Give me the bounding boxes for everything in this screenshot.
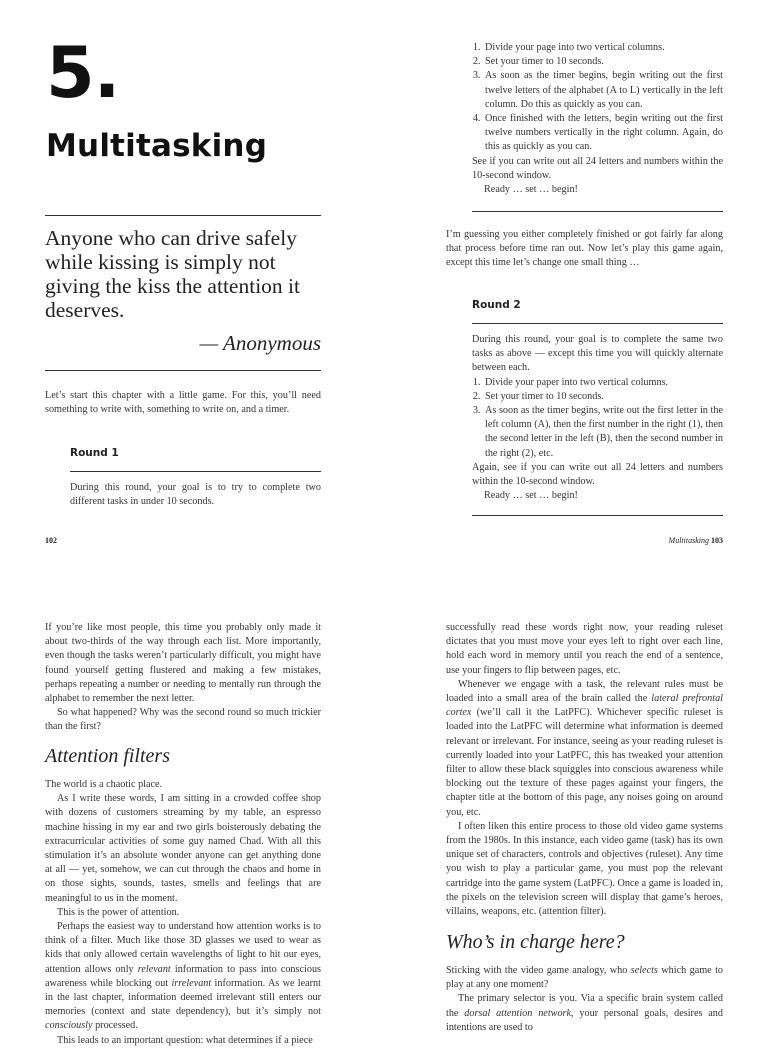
emphasis: lateral prefrontal cortex [446,693,723,719]
round1-step: 2. Set your timer to 10 seconds. [483,55,723,69]
round1-heading: Round 1 [70,447,119,459]
round2-ready: Ready … set … begin! [484,490,578,502]
round1-step: 1. Divide your page into two vertical columns. [483,41,723,55]
paragraph: This leads to an important question: what determines if a piece [57,1034,313,1046]
round1-description: During this round, your goal is to try to complete two different tasks in under 10 seconds. [70,482,321,508]
text-run: Whenever we engage with a task, the relevant rules must be loaded into a small area of the brain called the [446,678,723,705]
chapter-title: Multitasking [46,128,268,164]
round1-step: 4. Once finished with the letters, begin writing out the first twelve numbers vertically in the right column. Again, do this as quickly as you can. [483,112,723,155]
round1-steps-list [472,41,723,155]
paragraph: successfully read these words right now, your reading ruleset dictates that you must move your eyes left to right over each line, hold each word in memory until you reach the end of a sentence, use your fingers to flip between pages, etc. [446,622,723,676]
transition-paragraph [446,228,723,271]
paragraph: The world is a chaotic place. [45,779,163,790]
epigraph-top-rule [45,215,321,216]
text-run: information. As we learnt in the last chapter, information deemed irrelevant still enters our memories (context and state dependency), but it’s simply not [45,977,321,1018]
text-run: information to pass into conscious awareness while blocking out [45,963,321,989]
page-number-102: 102 [45,536,57,545]
spread-divider [0,576,768,577]
paragraph [446,992,723,1035]
paragraph: If you’re like most people, this time you probably only made it about two-thirds of the way through each list. More importantly, even though the tasks weren’t particularly difficult, you might have found yourself getting flustered and making a few mistakes, perhaps repeating a number or needing to mentally run through the alphabet to remember the next letter. [45,622,321,705]
paragraph: This is the power of attention. [57,906,180,918]
page-number-103: 103 [711,536,723,545]
attention-filters-heading: Attention filters [45,745,170,767]
paragraph [446,964,723,992]
page104-text-top [45,621,321,735]
whos-in-charge-heading: Who’s in charge here? [446,931,625,953]
round2-steps-list [472,376,723,461]
round1-step: 3. As soon as the timer begins, begin writing out the first twelve letters of the alphabet (A to L) vertically in the left column. Do this as quickly as you can. [483,69,723,112]
round1-end-rule [472,211,723,212]
round2-block [472,333,723,503]
round2-end-rule [472,515,723,516]
text-run: The primary selector is you. Via a specific brain system called the [446,993,723,1019]
intro-text: Let’s start this chapter with a little game. For this, you’ll need something to write with, something to write on, and a timer. [45,390,321,416]
text-run: Perhaps the easiest way to understand how attention works is to think of a filter. Much like those 3D glasses we used to wear as kids that only allowed certain wavelengths of light to hit our eyes, attention allows only [45,921,321,975]
text-run: Sticking with the video game analogy, who [446,965,631,976]
paragraph [446,678,723,820]
text-run: which game to play at any one moment? [446,965,723,991]
round2-intro: During this round, your goal is to complete the same two tasks as above — except this time you will quickly alternate between each. [472,334,723,374]
round1-text [70,481,321,509]
round2-after-steps: Again, see if you can write out all 24 letters and numbers within the 10-second window. [472,461,723,488]
chapter-number: 5. [46,32,120,114]
round1-steps-block [472,41,723,197]
emphasis: relevant [137,963,171,975]
round2-step: 1. Divide your paper into two vertical columns. [483,376,723,390]
text-run: processed. [92,1020,138,1032]
page105-text-top [446,621,723,919]
emphasis: selects [630,965,658,976]
epigraph-attribution: — Anonymous [199,331,321,355]
text-run: (we’ll call it the LatPFC). Whichever specific ruleset is loaded into the LatPFC will determine what information is deemed relevant or irrelevant. For instance, seeing as your reading ruleset is currently loaded into your LatPFC, this has tweaked your attention filter to allow these black squiggles into conscious awareness while blocking out the texture of these pages against your fingers, the chapter title at the bottom of this page, any noises going on around you, etc. [446,707,723,818]
epigraph-bottom-rule [45,370,321,371]
page104-text-bottom [45,778,321,1048]
round2-step: 3. As soon as the timer begins, write out the first letter in the left column (A), then the first number in the right (1), then the second letter in the left (B), then the second number in the right (2), etc. [483,404,723,461]
paragraph: As I write these words, I am sitting in a crowded coffee shop with dozens of customers streaming by my table, an espresso machine hissing in my ear and two girls boisterously debating the extracurricular activities of some guy named Chad. With all this stimulation it’s an absolute wonder anyone can get anything done at all — yet, somehow, we can cut through the chaos and home in on those sights, sounds, tastes, smells and feelings that are meaningful to us in the moment. [45,793,321,904]
epigraph-quote: Anyone who can drive safely while kissing is simply not giving the kiss the attention it deserves. [45,226,300,322]
round2-rule [472,323,723,324]
round1-rule [70,471,321,472]
paragraph: So what happened? Why was the second round so much trickier than the first? [45,707,321,733]
round2-heading: Round 2 [472,299,521,311]
emphasis: consciously [45,1020,93,1032]
running-head-title: Multitasking [668,536,709,545]
emphasis: dorsal attention network [464,1007,572,1019]
emphasis: irrelevant [171,977,212,989]
round2-step: 2. Set your timer to 10 seconds. [483,390,723,404]
intro-paragraph [45,389,321,417]
transition-text: I’m guessing you either completely finished or got fairly far along that process before time ran out. Now let’s play this game again, except this time let’s change one small thing … [446,229,723,269]
paragraph: I often liken this entire process to those old video game systems from the 1980s. In this instance, each video game (task) has its own unique set of characters, controls and objectives (ruleset). Any time you wish to play a particular game, you must pop the relevant cartridge into the game system (LatPFC). Once a game is loaded in, the pixels on the television screen will display that game’s heroes, villains, weapons, etc. (attention filter). [446,820,723,918]
round1-ready: Ready … set … begin! [484,184,578,196]
page105-text-bottom [446,964,723,1035]
paragraph [45,920,321,1034]
running-head-103 [600,536,723,545]
round1-after-steps: See if you can write out all 24 letters and numbers within the 10-second window. [472,155,723,181]
text-run: , your personal goals, desires and intentions are used to [446,1007,723,1033]
